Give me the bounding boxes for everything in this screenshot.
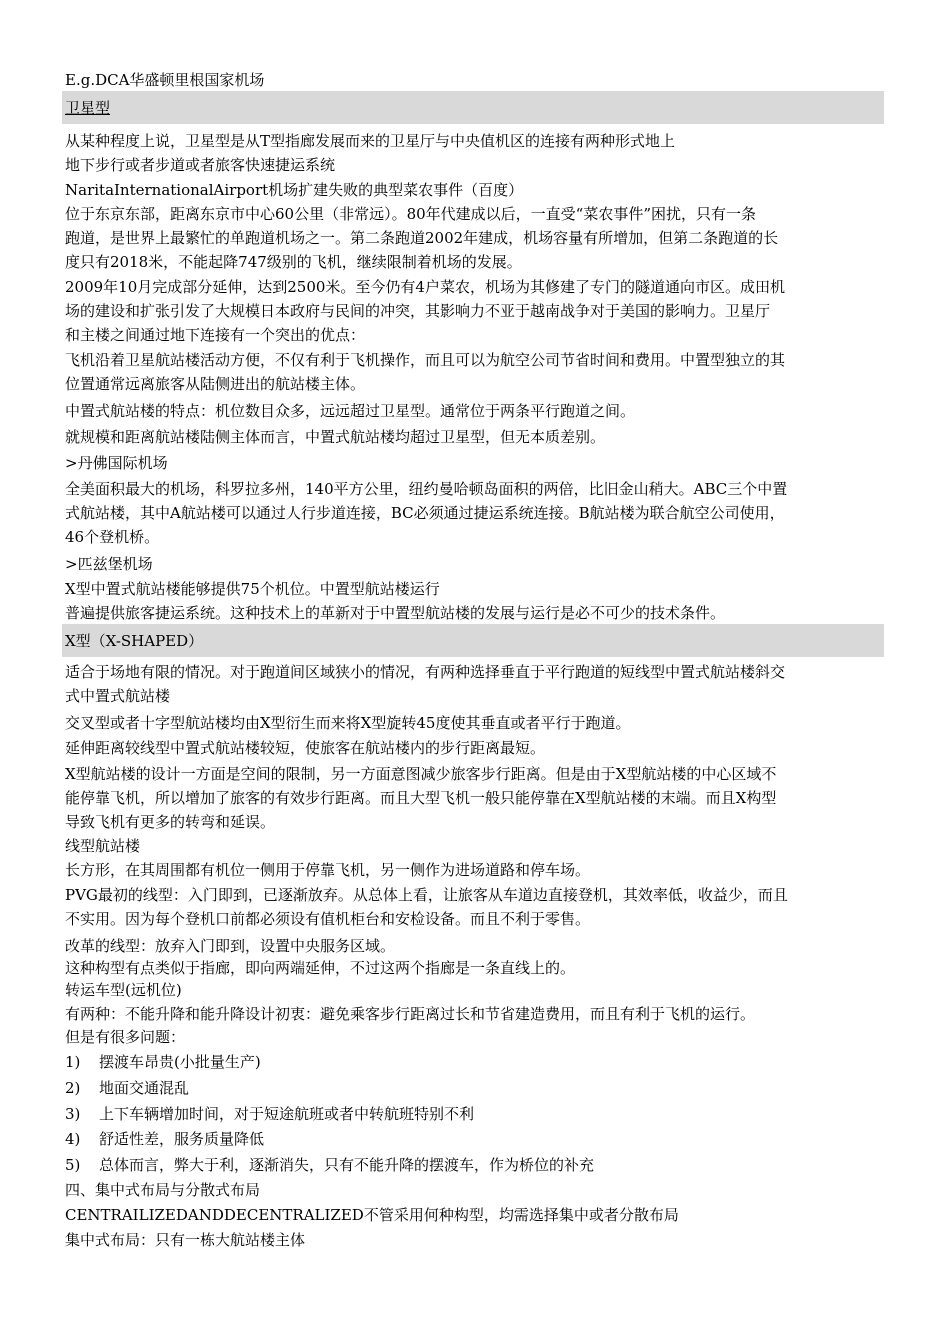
paragraph: 有两种：不能升降和能升降设计初衷：避免乘客步行距离过长和节省建造费用，而且有利于飞机的运行。 <box>65 1005 756 1023</box>
paragraph-line: 46个登机桥。 <box>65 528 160 546</box>
list-number: 5) <box>65 1156 81 1174</box>
list-text: 地面交通混乱 <box>99 1079 190 1097</box>
paragraph: X型中置式航站楼能够提供75个机位。中置型航站楼运行 <box>65 580 440 598</box>
heading-satellite: 卫星型 <box>65 99 111 117</box>
section-heading-band <box>62 624 884 657</box>
list-item <box>65 1052 885 1072</box>
paragraph: NaritaInternationalAirport机场扩建失败的典型菜农事件（百度） <box>65 181 524 199</box>
paragraph-line: 和主楼之间通过地下连接有一个突出的优点： <box>65 326 366 344</box>
paragraph: 从某种程度上说，卫星型是从T型指廊发展而来的卫星厅与中央值机区的连接有两种形式地上 <box>65 132 676 150</box>
section-heading-band <box>62 91 884 124</box>
paragraph-line: 适合于场地有限的情况。对于跑道间区域狭小的情况，有两种选择垂直于平行跑道的短线型中置式航站楼斜交 <box>65 663 786 681</box>
paragraph: 就规模和距离航站楼陆侧主体而言，中置式航站楼均超过卫星型，但无本质差别。 <box>65 428 606 446</box>
paragraph-line: 场的建设和扩张引发了大规模日本政府与民间的冲突，其影响力不亚于越南战争对于美国的影响力。卫星厅 <box>65 302 771 320</box>
paragraph: 但是有很多问题： <box>65 1028 186 1046</box>
list-item <box>65 1129 885 1149</box>
list-number: 4) <box>65 1130 81 1148</box>
list-text: 上下车辆增加时间，对于短途航班或者中转航班特别不利 <box>99 1105 475 1123</box>
list-text: 总体而言，弊大于利，逐渐消失，只有不能升降的摆渡车，作为桥位的补充 <box>99 1156 595 1174</box>
subheading-pittsburgh: >匹兹堡机场 <box>65 555 153 573</box>
paragraph: 普遍提供旅客捷运系统。这种技术上的革新对于中置型航站楼的发展与运行是必不可少的技术条件。 <box>65 604 726 622</box>
paragraph-line: 位置通常远离旅客从陆侧进出的航站楼主体。 <box>65 375 366 393</box>
paragraph-line: 度只有2018米，不能起降747级别的飞机，继续限制着机场的发展。 <box>65 253 522 271</box>
paragraph-line: 2009年10月完成部分延伸，达到2500米。至今仍有4户菜农，机场为其修建了专门的隧道通向市区。成田机 <box>65 278 785 296</box>
paragraph-line: 能停靠飞机，所以增加了旅客的有效步行距离。而且大型飞机一般只能停靠在X型航站楼的末端。而且X构型 <box>65 789 777 807</box>
paragraph: 这种构型有点类似于指廊，即向两端延伸，不过这两个指廊是一条直线上的。 <box>65 959 576 977</box>
list-number: 2) <box>65 1079 81 1097</box>
list-text: 舒适性差，服务质量降低 <box>99 1130 265 1148</box>
list-item <box>65 1155 885 1175</box>
paragraph-line: 跑道，是世界上最繁忙的单跑道机场之一。第二条跑道2002年建成，机场容量有所增加，但第二条跑道的长 <box>65 229 779 247</box>
paragraph: 中置式航站楼的特点：机位数目众多，远远超过卫星型。通常位于两条平行跑道之间。 <box>65 402 636 420</box>
intro-line: E.g.DCA华盛顿里根国家机场 <box>65 71 265 89</box>
paragraph: 长方形，在其周围都有机位一侧用于停靠飞机，另一侧作为进场道路和停车场。 <box>65 861 591 879</box>
list-number: 3) <box>65 1105 81 1123</box>
paragraph: 集中式布局：只有一栋大航站楼主体 <box>65 1231 306 1249</box>
paragraph-line: 位于东京东部，距离东京市中心60公里（非常远）。80年代建成以后，一直受“菜农事件”困扰，只有一条 <box>65 205 757 223</box>
paragraph: CENTRAILIZEDANDDECENTRALIZED不管采用何种构型，均需选择集中或者分散布局 <box>65 1206 679 1224</box>
heading-x-shaped: X型（X-SHAPED） <box>65 632 204 650</box>
paragraph-line: 全美面积最大的机场，科罗拉多州，140平方公里，纽约曼哈顿岛面积的两倍，比旧金山稍大。ABC三个中置 <box>65 480 788 498</box>
paragraph-line: 不实用。因为每个登机口前都必须设有值机柜台和安检设备。而且不利于零售。 <box>65 910 591 928</box>
paragraph-line: 飞机沿着卫星航站楼活动方便，不仅有利于飞机操作，而且可以为航空公司节省时间和费用。中置型独立的其 <box>65 351 786 369</box>
paragraph: 交叉型或者十字型航站楼均由X型衍生而来将X型旋转45度使其垂直或者平行于跑道。 <box>65 714 631 732</box>
paragraph-line: 式中置式航站楼 <box>65 687 171 705</box>
list-item <box>65 1078 885 1098</box>
paragraph: 延伸距离较线型中置式航站楼较短，使旅客在航站楼内的步行距离最短。 <box>65 739 546 757</box>
subheading-linear: 线型航站楼 <box>65 837 141 855</box>
paragraph-line: X型航站楼的设计一方面是空间的限制，另一方面意图减少旅客步行距离。但是由于X型航站楼的中心区域不 <box>65 765 777 783</box>
paragraph-line: 导致飞机有更多的转弯和延误。 <box>65 813 276 831</box>
paragraph-line: 式航站楼，其中A航站楼可以通过人行步道连接，BC必须通过捷运系统连接。B航站楼为联合航空公司使用， <box>65 504 785 522</box>
paragraph-line: PVG最初的线型：入门即到，已逐渐放弃。从总体上看，让旅客从车道边直接登机，其效率低，收益少，而且 <box>65 886 788 904</box>
paragraph: 地下步行或者步道或者旅客快速捷运系统 <box>65 156 336 174</box>
list-item <box>65 1104 885 1124</box>
paragraph: 四、集中式布局与分散式布局 <box>65 1181 261 1199</box>
paragraph: 改革的线型：放弃入门即到，设置中央服务区域。 <box>65 937 396 955</box>
subheading-transfer-vehicle: 转运车型(远机位) <box>65 981 182 999</box>
list-text: 摆渡车昂贵(小批量生产) <box>99 1053 261 1071</box>
subheading-denver: >丹佛国际机场 <box>65 454 168 472</box>
list-number: 1) <box>65 1053 81 1071</box>
